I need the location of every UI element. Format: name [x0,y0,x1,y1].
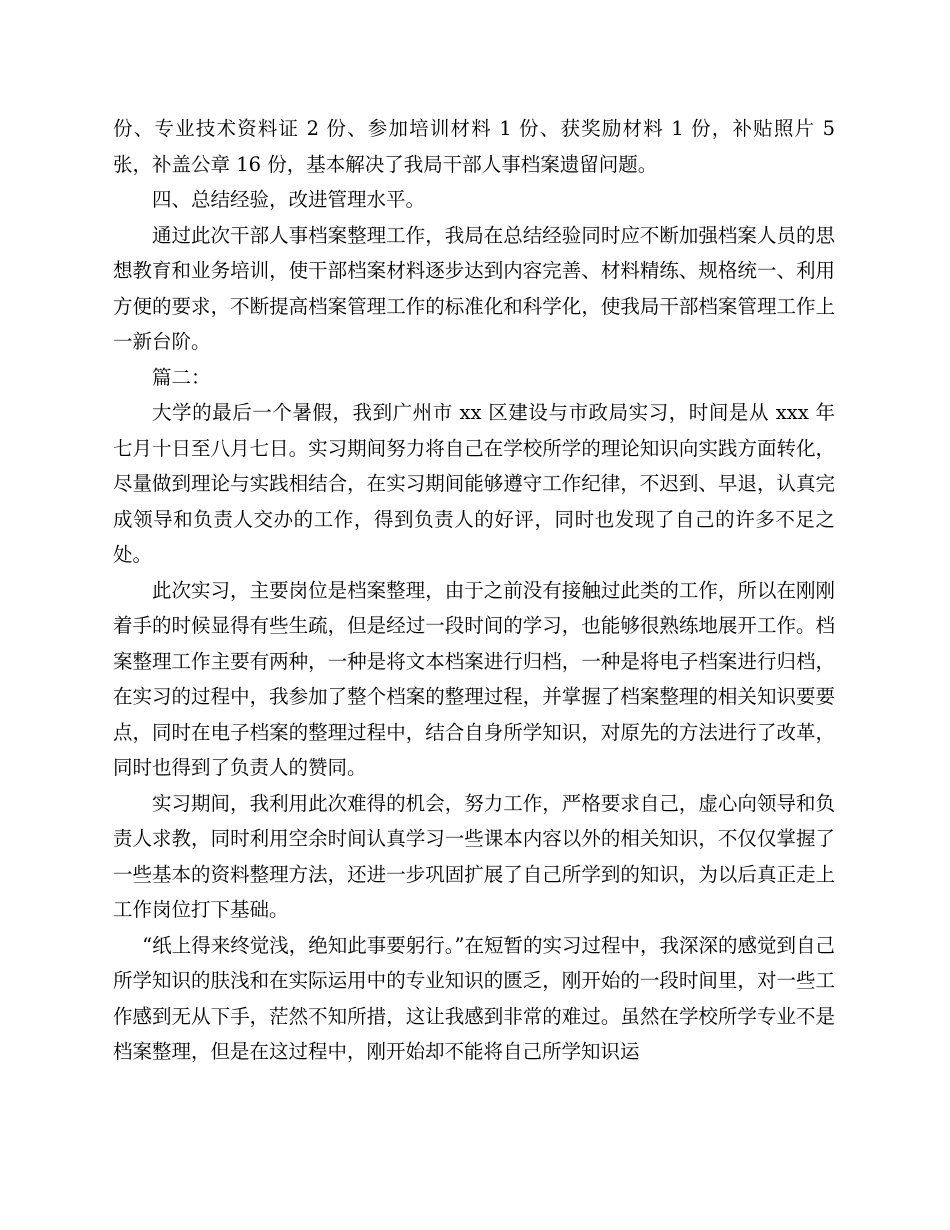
paragraph-internship-intro: 大学的最后一个暑假，我到广州市 xx 区建设与市政局实习，时间是从 xxx 年七月十日至八月七日。实习期间努力将自己在学校所学的理论知识向实践方面转化，尽量做到理论与实践相结合，在实习期间能够遵守工作纪律，不迟到、早退，认真完成领导和负责人交办的工作，得到负责人的好评，同时也发现了自己的许多不足之处。 [113,401,835,566]
document-page [113,111,835,1070]
paragraph-1: 份、专业技术资料证 2 份、参加培训材料 1 份、获奖励材料 1 份，补贴照片 5 张，补盖公章 16 份，基本解决了我局干部人事档案遗留问题。 [113,117,835,176]
paragraph-learning: 实习期间，我利用此次难得的机会，努力工作，严格要求自己，虚心向领导和负责人求教，同时利用空余时间认真学习一些课本内容以外的相关知识，不仅仅掌握了一些基本的资料整理方法，还进一步巩固扩展了自己所学到的知识，为以后真正走上工作岗位打下基础。 [113,791,835,921]
paragraph-archive-work: 此次实习，主要岗位是档案整理，由于之前没有接触过此类的工作，所以在刚刚着手的时候显得有些生疏，但是经过一段时间的学习，也能够很熟练地展开工作。档案整理工作主要有两种，一种是将文本档案进行归档，一种是将电子档案进行归档，在实习的过程中，我参加了整个档案的整理过程，并掌握了档案整理的相关知识要要点，同时在电子档案的整理过程中，结合自身所学知识，对原先的方法进行了改革，同时也得到了负责人的赞同。 [113,578,835,779]
section-heading-4: 四、总结经验，改进管理水平。 [152,188,426,211]
paragraph-summary: 通过此次干部人事档案整理工作，我局在总结经验同时应不断加强档案人员的思想教育和业务培训，使干部档案材料逐步达到内容完善、材料精练、规格统一、利用方便的要求，不断提高档案管理工作的标准化和科学化，使我局干部档案管理工作上一新台阶。 [113,223,835,353]
part-two-heading: 篇二： [152,365,211,389]
paragraph-reflection: “纸上得来终觉浅，绝知此事要躬行。”在短暂的实习过程中，我深深的感觉到自己所学知识的肤浅和在实际运用中的专业知识的匮乏，刚开始的一段时间里，对一些工作感到无从下手，茫然不知所措，这让我感到非常的难过。虽然在学校所学专业不是档案整理，但是在这过程中，刚开始却不能将自己所学知识运 [113,933,835,1063]
